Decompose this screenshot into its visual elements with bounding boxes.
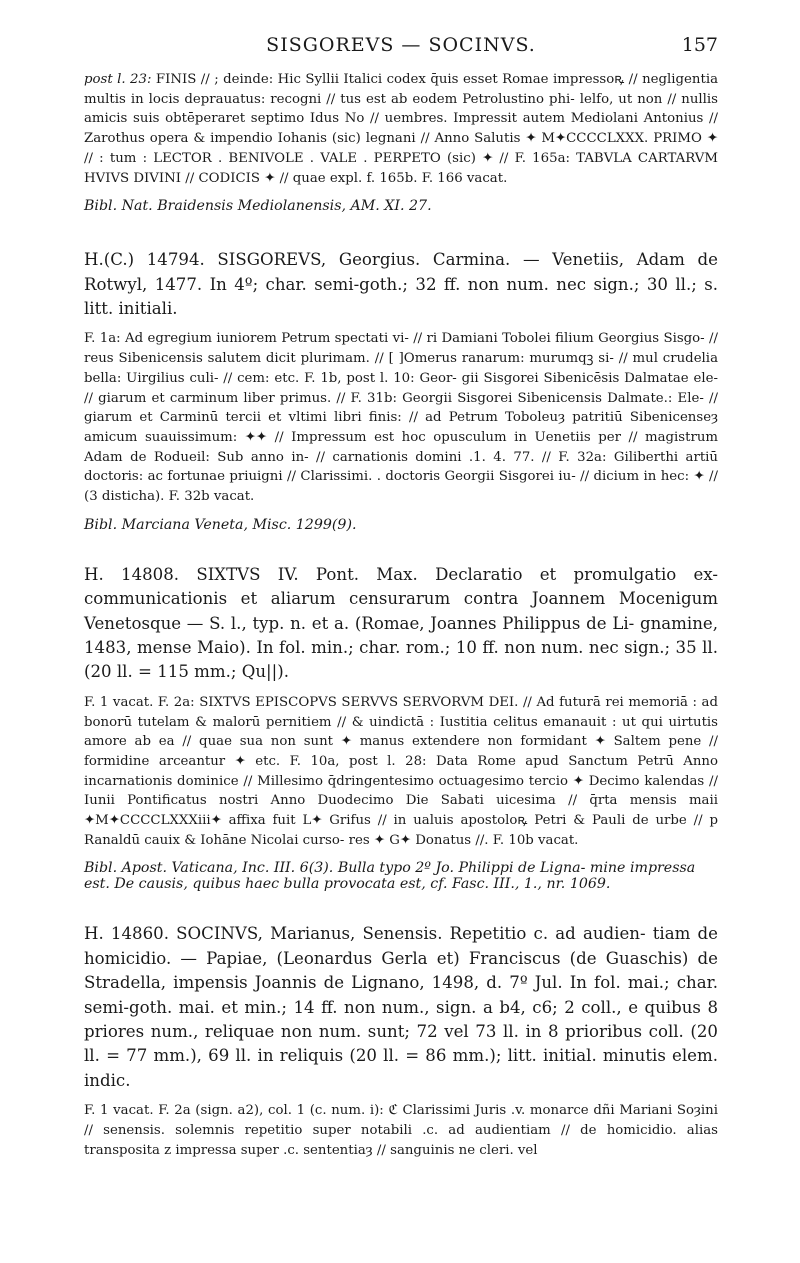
entry-heading: H. 14808. SIXTVS IV. Pont. Max. Declaratio et promulgatio ex- communicationis et aliarum censurarum contra Joannem Mocenigum Venetosque — S. l., typ. n. et a. (Romae, Joannes Philippus de Li- gnamine, 1483, mense Maio). In fol. min.; char. rom.; 10 ff. non num. nec sign.; 35 ll. (20 ll. = 115 mm.; Qu||). bbox=[84, 564, 718, 682]
entry-description: F. 1 vacat. F. 2a: SIXTVS EPISCOPVS SERVVS SERVORVM DEI. // Ad futurā rei memoriā : ad bonorū tutelam & malorū pernitiem // & uindictā : Iustitia celitus emanauit : ut qui uirtutis amore ab ea // quae sua non sunt ✦ manus extendere non formidant ✦ Saltem pene // formidine arceantur ✦ etc. F. 10a, post l. 28: Data Rome apud Sanctum Petrū Anno incarnationis dominice // Millesimo q̄dringentesimo octuagesimo tercio ✦ Decimo kalendas // Iunii Pontificatus nostri Anno Duodecimo Die Sabati uicesima // q̄rta mensis maii ✦M✦CCCCLXXXiii✦ affixa fuit L✦ Grifus // in ualuis apostoloꝶ Petri & Pauli de urbe // p Ranaldū cauix & Iohāne Nicolai curso- res ✦ G✦ Donatus //. F. 10b vacat. bbox=[84, 694, 718, 848]
running-head bbox=[84, 34, 718, 60]
intro-entry bbox=[84, 70, 718, 214]
entry-heading: H. 14860. SOCINVS, Marianus, Senensis. Repetitio c. ad audien- tiam de homicidio. — Papiae, (Leonardus Gerla et) Franciscus (de Guaschis) de Stradella, impensis Joannis de Lignano, 1498, d. 7º Jul. In fol. mai.; char. semi-goth. mai. et min.; 14 ff. non num., sign. a b4, c6; 2 coll., e quibus 8 priores num., reliquae non num. sunt; 72 vel 73 ll. in 8 prioribus coll. (20 ll. = 77 mm.), 69 ll. in reliquis (20 ll. = 86 mm.); litt. initial. minutis elem. indic. bbox=[84, 924, 718, 1090]
intro-lead: post l. 23: bbox=[84, 72, 152, 87]
spacer bbox=[84, 892, 718, 922]
intro-bibliography: Bibl. Nat. Braidensis Mediolanensis, AM. XI. 27. bbox=[84, 198, 432, 215]
entry-bibliography: Bibl. Marciana Veneta, Misc. 1299(9). bbox=[84, 516, 357, 533]
intro-body: FINIS // ; deinde: Hic Syllii Italici codex q̄uis esset Romae impressoꝶ // negligentia multis in locis deprauatus: recogni // tus est ab eodem Petrolustino phi- lelfo, ut non // nullis amicis suis obtēperaret septimo Idus No // uembres. Impressit autem Mediolani Antonius // Zarothus opera & impendio Iohanis (sic) legnani // Anno Salutis ✦ M✦CCCCLXXX. PRIMO ✦ // : tum : LECTOR . BENIVOLE . VALE . PERPETO (sic) ✦ // F. 165a: TABVLA CARTARVM HVIVS DIVINI // CODICIS ✦ // quae expl. f. 165b. F. 166 vacat. bbox=[84, 72, 718, 186]
entry-description: F. 1 vacat. F. 2a (sign. a2), col. 1 (c. num. i): ℭ Clarissimi Juris .v. monarce dñi Mariani Soȝini // senensis. solemnis repetitio super notabili .c. ad audientiam // de homicidio. alias transposita z impressa super .c. sententiaȝ // sanguinis ne cleri. vel bbox=[84, 1103, 718, 1158]
entry-14794 bbox=[84, 248, 718, 533]
entry-bibliography: Bibl. Apost. Vaticana, Inc. III. 6(3). Bulla typo 2º Jo. Philippi de Ligna- mine impressa est. De causis, quibus haec bulla provocata est, cf. Fasc. III., 1., nr. 1069. bbox=[84, 860, 696, 893]
spacer bbox=[84, 533, 718, 563]
running-title: SISGOREVS — SOCINVS. bbox=[266, 34, 536, 56]
entry-14808 bbox=[84, 563, 718, 893]
intro-text bbox=[84, 70, 718, 188]
entry-heading: H.(C.) 14794. SISGOREVS, Georgius. Carmina. — Venetiis, Adam de Rotwyl, 1477. In 4º; char. semi-goth.; 32 ff. non num. nec sign.; 30 ll.; s. litt. initiali. bbox=[84, 250, 718, 319]
entry-14860 bbox=[84, 922, 718, 1160]
spacer bbox=[84, 214, 718, 248]
page-number: 157 bbox=[681, 34, 718, 56]
entry-description: F. 1a: Ad egregium iuniorem Petrum spectati vi- // ri Damiani Tobolei filium Georgius Sisgo- // reus Sibenicensis salutem dicit plurimam. // [ ]Omerus ranarum: murumqꝫ si- // mul crudelia bella: Uirgilius culi- // cem: etc. F. 1b, post l. 10: Geor- gii Sisgorei Sibenicēsis Dalmatae ele- // giarum et carminum liber primus. // F. 31b: Georgii Sisgorei Sibenicensis Dalmate.: Ele- // giarum et Carminū tercii et vltimi libri finis: // ad Petrum Toboleuȝ patritiū Sibenicenseȝ amicum suauissimum: ✦✦ // Impressum est hoc opusculum in Uenetiis per // magistrum Adam de Rodueil: Sub anno in- // carnationis domini .1. 4. 77. // F. 32a: Giliberthi artiū doctoris: ac fortunae priuigni // Clarissimi. . doctoris Georgii Sisgorei iu- // dicium in hec: ✦ // (3 disticha). F. 32b vacat. bbox=[84, 331, 718, 505]
